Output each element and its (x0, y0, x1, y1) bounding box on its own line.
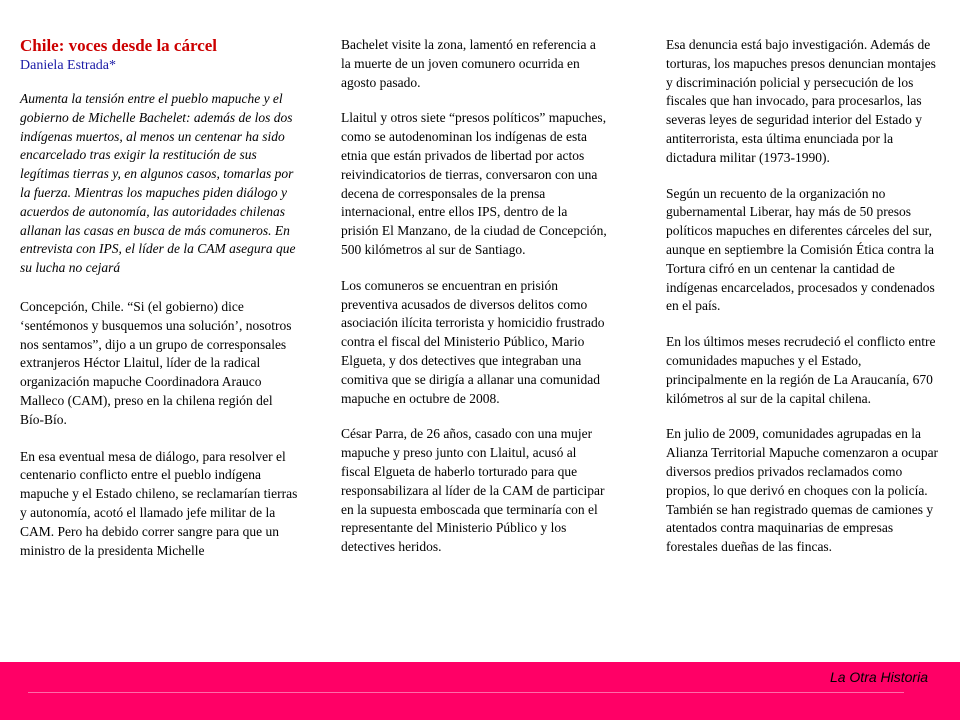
column-3-paragraph-1: Esa denuncia está bajo investigación. Además de torturas, los mapuches presos denuncian montajes y discriminación policial y persecución de los fiscales que han invocado, para procesarlos, las severas leyes de seguridad interior del Estado y antiterrorista, esta última enunciada por la dictadura militar (1973-1990). (666, 37, 936, 165)
column-3-paragraph-4: En julio de 2009, comunidades agrupadas en la Alianza Territorial Mapuche comenzaron a ocupar diversos predios privados reclamados como propios, lo que derivó en choques con la policía. También se han registrado quemas de camiones y atentados contra maquinarias de empresas forestales dueñas de las fincas. (666, 426, 939, 555)
column-3 (666, 36, 940, 574)
column-2-paragraph-2: Llaitul y otros siete “presos políticos” mapuches, como se autodenominan los indígenas de esta etnia que están privados de libertad por actos reivindicatorios de tierras, conversaron con una decena de corresponsales de la prensa internacional, entre ellos IPS, dentro de la prisión El Manzano, de la ciudad de Concepción, 500 kilómetros al sur de Santiago. (341, 110, 607, 257)
column-1-paragraph-2: En esa eventual mesa de diálogo, para resolver el centenario conflicto entre el pueblo indígena mapuche y el Estado chileno, se reclamarían tierras y autonomía, acotó el llamado jefe militar de la CAM. Pero ha debido correr sangre para que un ministro de la presidenta Michelle (20, 448, 298, 558)
footer-divider (28, 692, 904, 693)
column-2 (341, 36, 607, 574)
article-title: Chile: voces desde la cárcel (20, 36, 218, 55)
article-lede: Aumenta la tensión entre el pueblo mapuche y el gobierno de Michelle Bachelet: además de los dos indígenas muertos, al menos un centenar ha sido encarcelado tras exigir la restitución de sus legítimas tierras y, en algunos casos, tomarlas por la fuerza. Mientras los mapuches piden diálogo y acuerdos de autonomía, las autoridades chilenas allanan las casas en busca de más comuneros. En entrevista con IPS, el líder de la CAM asegura que su lucha no cejará (20, 91, 296, 276)
footer-band (0, 662, 960, 720)
column-3-paragraph-3: En los últimos meses recrudeció el conflicto entre comunidades mapuches y el Estado, principalmente en la región de La Araucanía, 670 kilómetros al sur de la capital chilena. (666, 334, 936, 406)
article-author: Daniela Estrada* (20, 58, 117, 73)
footer-label: La Otra Historia (829, 669, 928, 685)
column-2-paragraph-3: Los comuneros se encuentran en prisión preventiva acusados de diversos delitos como asociación ilícita terrorista y homicidio frustrado contra el fiscal del Ministerio Público, Mario Elgueta, y dos detectives que integraban una comitiva que se dirigía a allanar una comunidad mapuche en octubre de 2008. (341, 277, 605, 406)
column-1-paragraph-1: Concepción, Chile. “Si (el gobierno) dice ‘sentémonos y busquemos una solución’, nosotros nos sentamos”, dijo a un grupo de corresponsales extranjeros Héctor Llaitul, líder de la radical organización mapuche Coordinadora Arauco Malleco (CAM), preso en la chilena región del Bío-Bío. (20, 298, 292, 427)
column-1 (20, 36, 300, 578)
column-3-paragraph-2: Según un recuento de la organización no gubernamental Liberar, hay más de 50 presos políticos mapuches en diferentes cárceles del sur, aunque en septiembre la Comisión Ética contra la Tortura cifró en un centenar la cantidad de indígenas encarcelados, procesados y condenados en el país. (666, 185, 935, 314)
column-2-paragraph-4: César Parra, de 26 años, casado con una mujer mapuche y preso junto con Llaitul, acusó al fiscal Elgueta de haberlo torturado para que responsabilizara al líder de la CAM de participar en la supuesta emboscada que terminaría con el representante del Ministerio Público y los detectives heridos. (341, 426, 605, 555)
column-2-paragraph-1: Bachelet visite la zona, lamentó en referencia a la muerte de un joven comunero ocurrida en agosto pasado. (341, 37, 596, 90)
